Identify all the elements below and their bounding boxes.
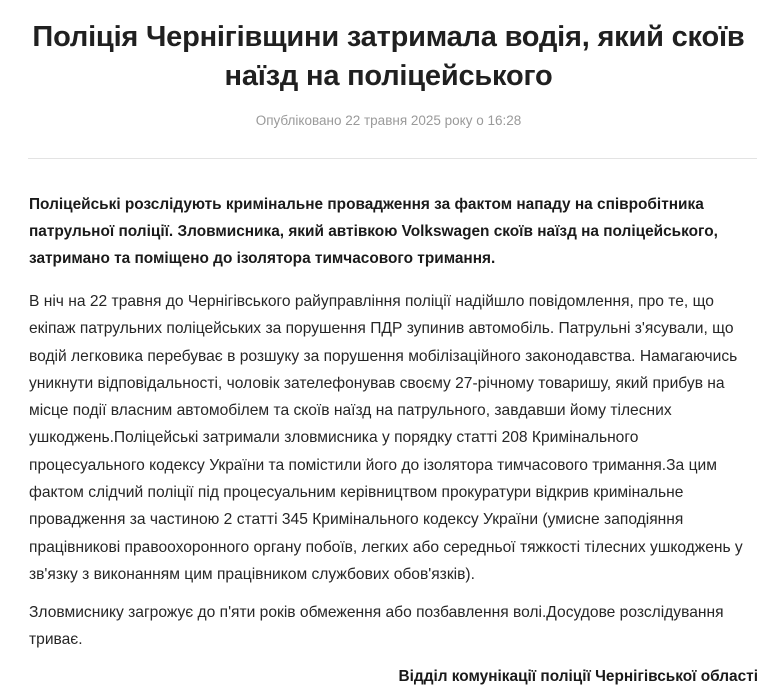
header-divider	[28, 158, 757, 159]
publication-date: Опубліковано 22 травня 2025 року о 16:28	[255, 113, 522, 128]
article-lead: Поліцейські розслідують кримінальне провадження за фактом нападу на співробітника патрульної поліції. Зловмисника, який автівкою Volkswagen скоїв наїзд на поліцейського, затримано та поміщено до ізолятора тимчасового тримання.	[29, 196, 718, 267]
article-title: Поліція Чернігівщини затримала водія, який скоїв наїзд на поліцейського	[32, 21, 745, 92]
article-paragraph-2: Зловмиснику загрожує до п'яти років обмеження або позбавлення волі.Досудове розслідування триває.	[29, 604, 724, 649]
article-paragraph-1: В ніч на 22 травня до Чернігівського райуправління поліції надійшло повідомлення, про те, що екіпаж патрульних поліцейських за порушення ПДР зупинив автомобіль. Патрульні з'ясували, що водій легковика перебуває в розшуку за порушення мобілізаційного законодавства. Намагаючись уникнути відповідальності, чоловік зателефонував своєму 27-річному товаришу, який прибув на місце події власним автомобілем та скоїв наїзд на патрульного, завдавши йому тілесних ушкоджень.Поліцейські затримали зловмисника у порядку статті 208 Кримінального процесуального кодексу України та помістили його до ізолятора тимчасового тримання.За цим фактом слідчий поліції під процесуальним керівництвом прокуратури відкрив кримінальне провадження за частиною 2 статті 345 Кримінального кодексу України (умисне заподіяння працівникові правоохоронного органу побоїв, легких або середньої тяжкості тілесних ушкоджень у зв'язку з виконанням цим працівником службових обов'язків).	[29, 293, 743, 583]
article-signature: Відділ комунікації поліції Чернігівської області	[398, 668, 758, 685]
